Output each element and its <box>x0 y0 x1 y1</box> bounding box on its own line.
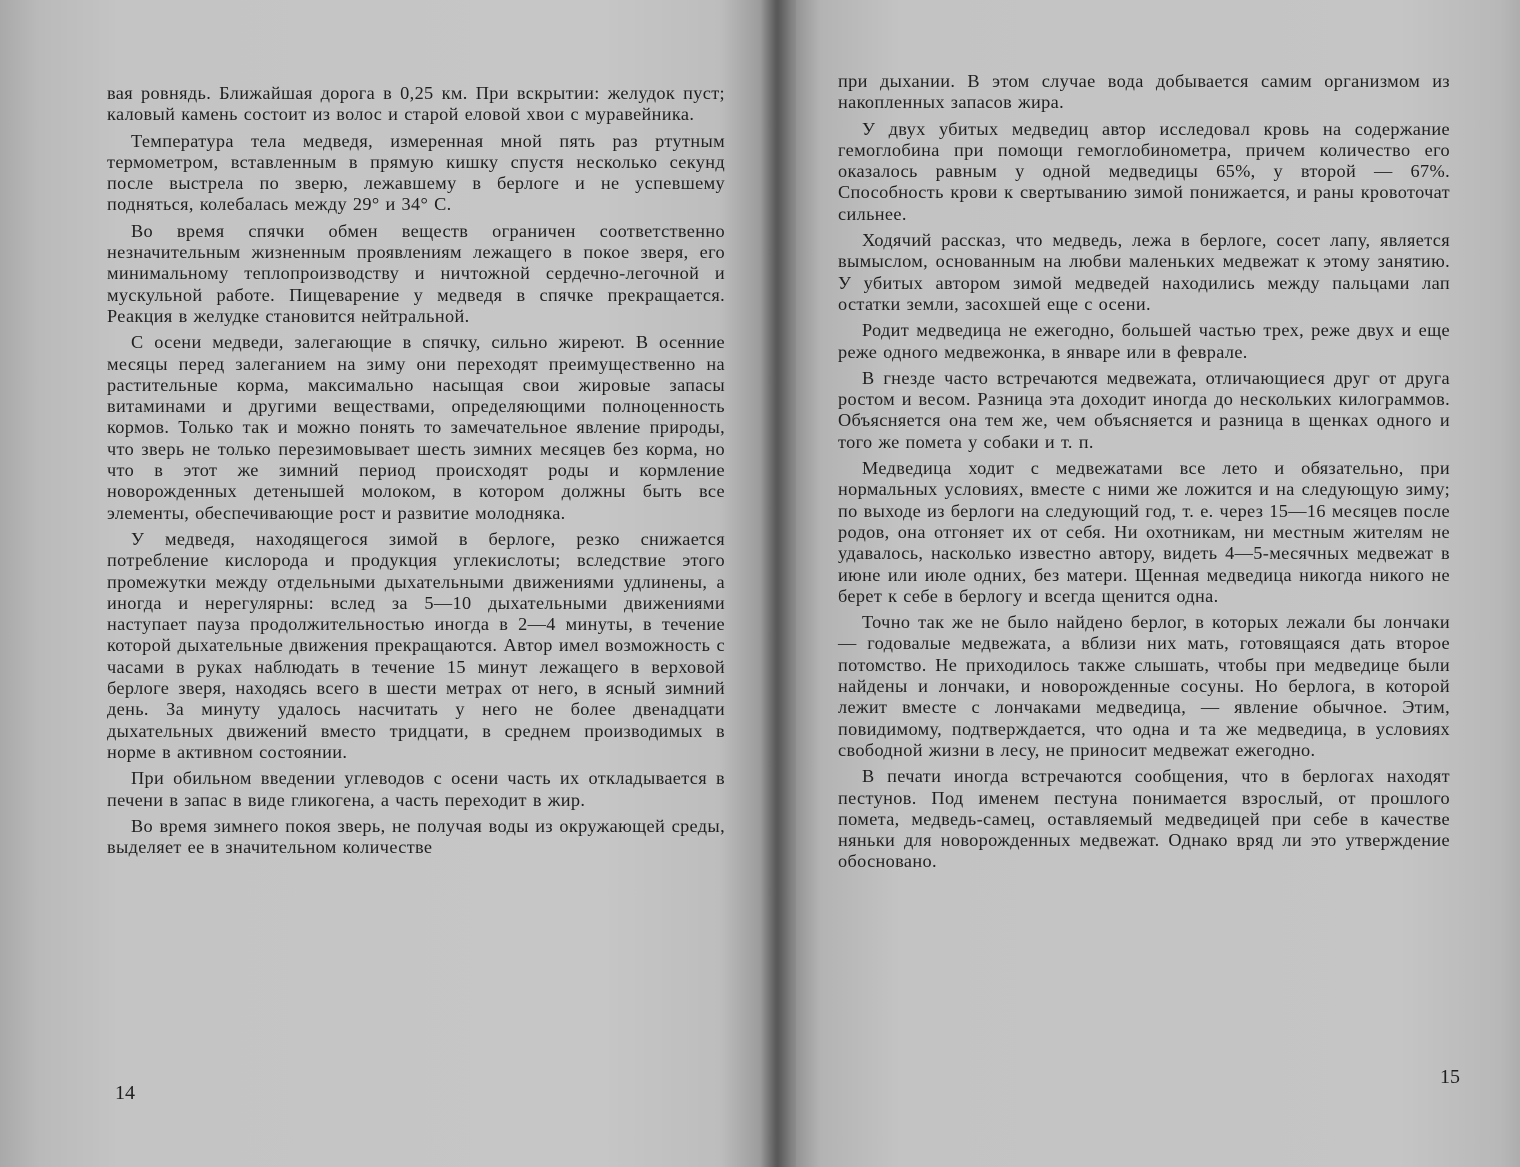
paragraph: В гнезде часто встречаются медвежата, отличающиеся друг от друга ростом и весом. Разница эта доходит иногда до нескольких килограммов. Объясняется она тем же, чем объясняется и разница в щенках одного и того же помета у собаки и т. п. <box>838 367 1450 452</box>
paragraph: вая ровнядь. Ближайшая дорога в 0,25 км. При вскрытии: желудок пуст; каловый камень состоит из волос и старой еловой хвои с муравейника. <box>107 83 725 125</box>
paragraph: У двух убитых медведиц автор исследовал кровь на содержание гемоглобина при помощи гемоглобинометра, причем количество его оказалось равным у одной медведицы 65%, у второй — 67%. Способность крови к свертыванию зимой понижается, и раны кровоточат сильнее. <box>838 118 1450 224</box>
paragraph: При обильном введении углеводов с осени часть их откладывается в печени в запас в виде гликогена, а часть переходит в жир. <box>107 768 725 810</box>
paragraph: В печати иногда встречаются сообщения, что в берлогах находят пестунов. Под именем пестуна понимается взрослый, от прошлого помета, медведь-самец, оставляемый медведицей при себе в качестве няньки для новорожденных медвежат. Однако вряд ли это утверждение обосновано. <box>838 766 1450 872</box>
paragraph: У медведя, находящегося зимой в берлоге, резко снижается потребление кислорода и продукция углекислоты; вследствие этого промежутки между отдельными дыхательными движениями удлинены, а иногда и нерегулярны: вслед за 5—10 дыхательными движениями наступает пауза продолжительностью иногда в 2—4 минуты, в течение которой дыхательные движения прекращаются. Автор имел возможность с часами в руках наблюдать в течение 15 минут лежащего в верховой берлоге зверя, находясь всего в шести метрах от него, в ясный зимний день. За минуту удалось насчитать у него не более двенадцати дыхательных движений вместо тридцати, в среднем производимых в норме в активном состоянии. <box>107 528 725 762</box>
paragraph: Родит медведица не ежегодно, большей частью трех, реже двух и еще реже одного медвежонка, в январе или в феврале. <box>838 320 1450 362</box>
paragraph: Ходячий рассказ, что медведь, лежа в берлоге, сосет лапу, является вымыслом, основанным на любви маленьких медвежат к этому занятию. У убитых автором зимой медведей находились между пальцами лап остатки земли, засохшей еще с осени. <box>838 230 1450 314</box>
paragraph: при дыхании. В этом случае вода добывается самим организмом из накопленных запасов жира. <box>838 71 1450 113</box>
left-page-text <box>107 83 725 863</box>
page-number: 15 <box>1440 1066 1460 1088</box>
paragraph: Во время спячки обмен веществ ограничен соответственно незначительным жизненным проявлениям лежащего в покое зверя, его минимальному теплопроизводству и ничтожной сердечно-легочной и мускульной работе. Пищеварение у медведя в спячке прекращается. Реакция в желудке становится нейтральной. <box>107 220 725 326</box>
right-page-text <box>838 71 1450 878</box>
paragraph: Точно так же не было найдено берлог, в которых лежали бы лончаки — годовалые медвежата, а вблизи них мать, готовящаяся дать второе потомство. Не приходилось также слышать, чтобы при медведице были найдены и лончаки, и новорожденные сосуны. Но берлога, в которой лежит вместе с лончаками медведица, — явление обычное. Этим, повидимому, подтверждается, что одна и та же медведица, в условиях свободной жизни в лесу, не приносит медвежат ежегодно. <box>838 612 1450 760</box>
paragraph: Медведица ходит с медвежатами все лето и обязательно, при нормальных условиях, вместе с ними же ложится и на следующую зиму; по выходе из берлоги на следующий год, т. е. через 15—16 месяцев после родов, она отгоняет их от себя. Ни охотникам, ни местным жителям не удавалось, насколько известно автору, видеть 4—5-месячных медвежат в июне или июле одних, без матери. Щенная медведица никогда никого не берет к себе в берлогу и всегда щенится одна. <box>838 458 1450 606</box>
paragraph: С осени медведи, залегающие в спячку, сильно жиреют. В осенние месяцы перед залеганием на зиму они переходят преимущественно на растительные корма, максимально насыщая свои жировые запасы витаминами и другими веществами, определяющими полноценность кормов. Только так и можно понять то замечательное явление природы, что зверь не только перезимовывает шесть зимних месяцев без корма, но что в этот же зимний период происходят роды и кормление новорожденных детенышей молоком, в котором должны быть все элементы, обеспечивающие рост и развитие молодняка. <box>107 332 725 523</box>
page-number: 14 <box>115 1082 135 1104</box>
paragraph: Температура тела медведя, измеренная мной пять раз ртутным термометром, вставленным в прямую кишку спустя несколько секунд после выстрела по зверю, лежавшему в берлоге и не успевшему подняться, колебалась между 29° и 34° С. <box>107 130 725 215</box>
paragraph: Во время зимнего покоя зверь, не получая воды из окружающей среды, выделяет ее в значительном количестве <box>107 815 725 858</box>
right-page <box>790 0 1520 1167</box>
